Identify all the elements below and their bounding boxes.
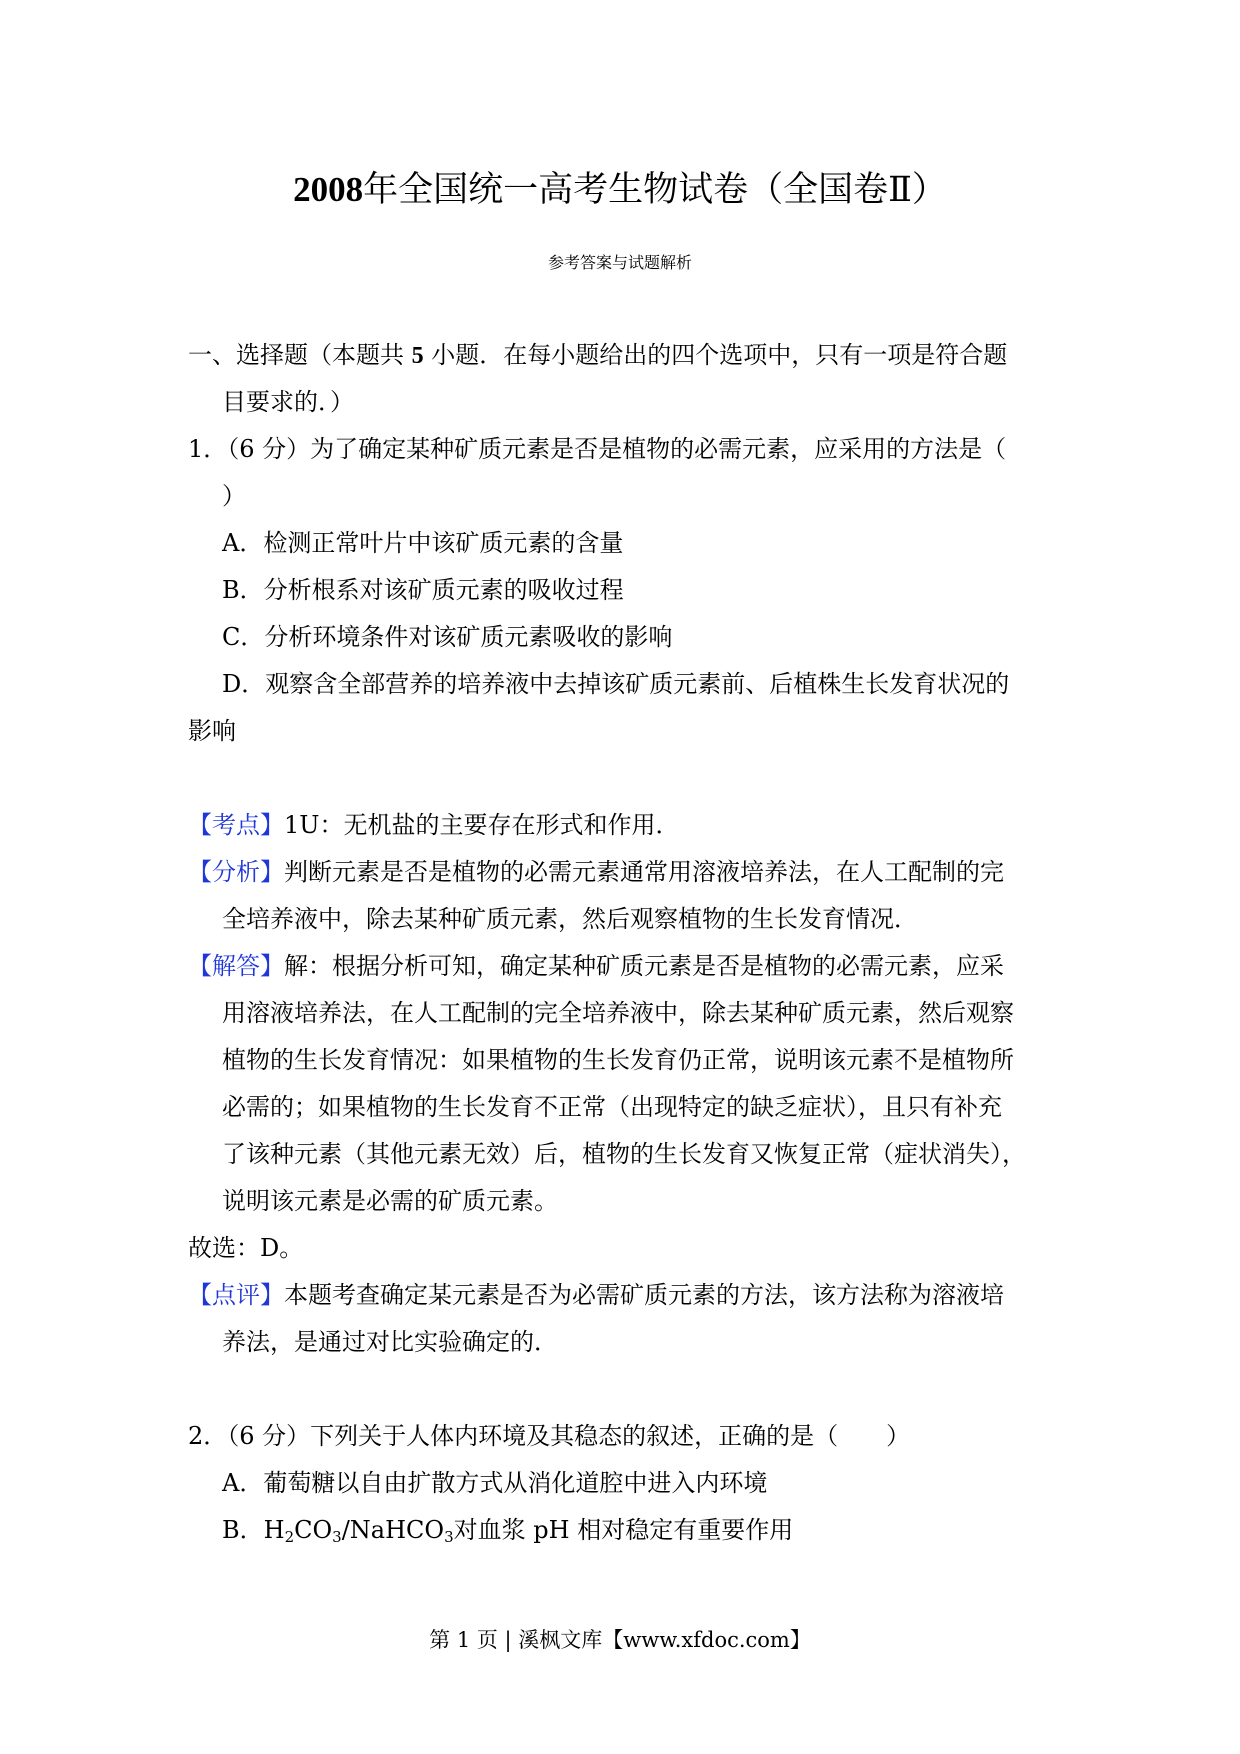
section-heading: 一、选择题（本题共 5 小题．在每小题给出的四个选项中，只有一项是符合题: [188, 341, 1008, 369]
title-text: 年全国统一高考生物试卷（全国卷Ⅱ）: [363, 170, 947, 210]
q1-fenxi-cont: 全培养液中，除去某种矿质元素，然后观察植物的生长发育情况．: [222, 905, 918, 933]
section-heading-cont: 目要求的．）: [222, 388, 354, 416]
q1-stem-cont: ）: [222, 482, 246, 510]
q1-jieda-line2: 用溶液培养法，在人工配制的完全培养液中，除去某种矿质元素，然后观察: [222, 999, 1014, 1027]
page-title: [0, 168, 1240, 212]
q1-fenxi: 【分析】判断元素是否是植物的必需元素通常用溶液培养法，在人工配制的完: [188, 858, 1004, 886]
q1-answer: 故选：D。: [188, 1234, 304, 1262]
q1-dianping: 【点评】本题考查确定某元素是否为必需矿质元素的方法，该方法称为溶液培: [188, 1281, 1004, 1309]
jieda-tag: 【解答】: [188, 952, 284, 980]
q2-option-b: B．$H_2CO_3/NaHCO_3$对血浆 pH 相对稳定有重要作用: [222, 1516, 794, 1546]
kaodian-tag: 【考点】: [188, 811, 284, 839]
dianping-tag: 【点评】: [188, 1281, 284, 1309]
spacer: [188, 755, 1064, 802]
q1-jieda-line5: 了该种元素（其他元素无效）后，植物的生长发育又恢复正常（症状消失），: [222, 1140, 1026, 1168]
q1-jieda-line4: 必需的；如果植物的生长发育不正常（出现特定的缺乏症状），且只有补充: [222, 1093, 1002, 1121]
q2-stem: 2．（6 分）下列关于人体内环境及其稳态的叙述，正确的是（ ）: [188, 1422, 911, 1450]
q1-kaodian: 【考点】1U：无机盐的主要存在形式和作用．: [188, 811, 680, 839]
document-body: [188, 332, 1064, 1554]
q2-option-a: A．葡萄糖以自由扩散方式从消化道腔中进入内环境: [222, 1469, 768, 1497]
fenxi-tag: 【分析】: [188, 858, 284, 886]
q1-jieda-line6: 说明该元素是必需的矿质元素。: [222, 1187, 558, 1215]
q1-option-b: B．分析根系对该矿质元素的吸收过程: [222, 576, 624, 604]
spacer: [188, 1366, 1064, 1413]
q1-jieda: 【解答】解：根据分析可知，确定某种矿质元素是否是植物的必需元素，应采: [188, 952, 1004, 980]
q1-dianping-cont: 养法，是通过对比实验确定的．: [222, 1328, 558, 1356]
page-footer: 第 1 页 | 溪枫文库【www.xfdoc.com】: [429, 1628, 811, 1652]
q1-option-c: C．分析环境条件对该矿质元素吸收的影响: [222, 623, 673, 651]
question-count: 5: [411, 343, 424, 369]
q1-option-d: D．观察含全部营养的培养液中去掉该矿质元素前、后植株生长发育状况的: [222, 670, 1010, 698]
title-year: 2008: [293, 170, 364, 209]
q1-stem: 1．（6 分）为了确定某种矿质元素是否是植物的必需元素，应采用的方法是（: [188, 435, 1007, 463]
page-subtitle: 参考答案与试题解析: [547, 253, 692, 272]
q1-jieda-line3: 植物的生长发育情况：如果植物的生长发育仍正常，说明该元素不是植物所: [222, 1046, 1014, 1074]
q1-option-a: A．检测正常叶片中该矿质元素的含量: [222, 529, 624, 557]
q1-option-d-cont: 影响: [188, 717, 236, 745]
